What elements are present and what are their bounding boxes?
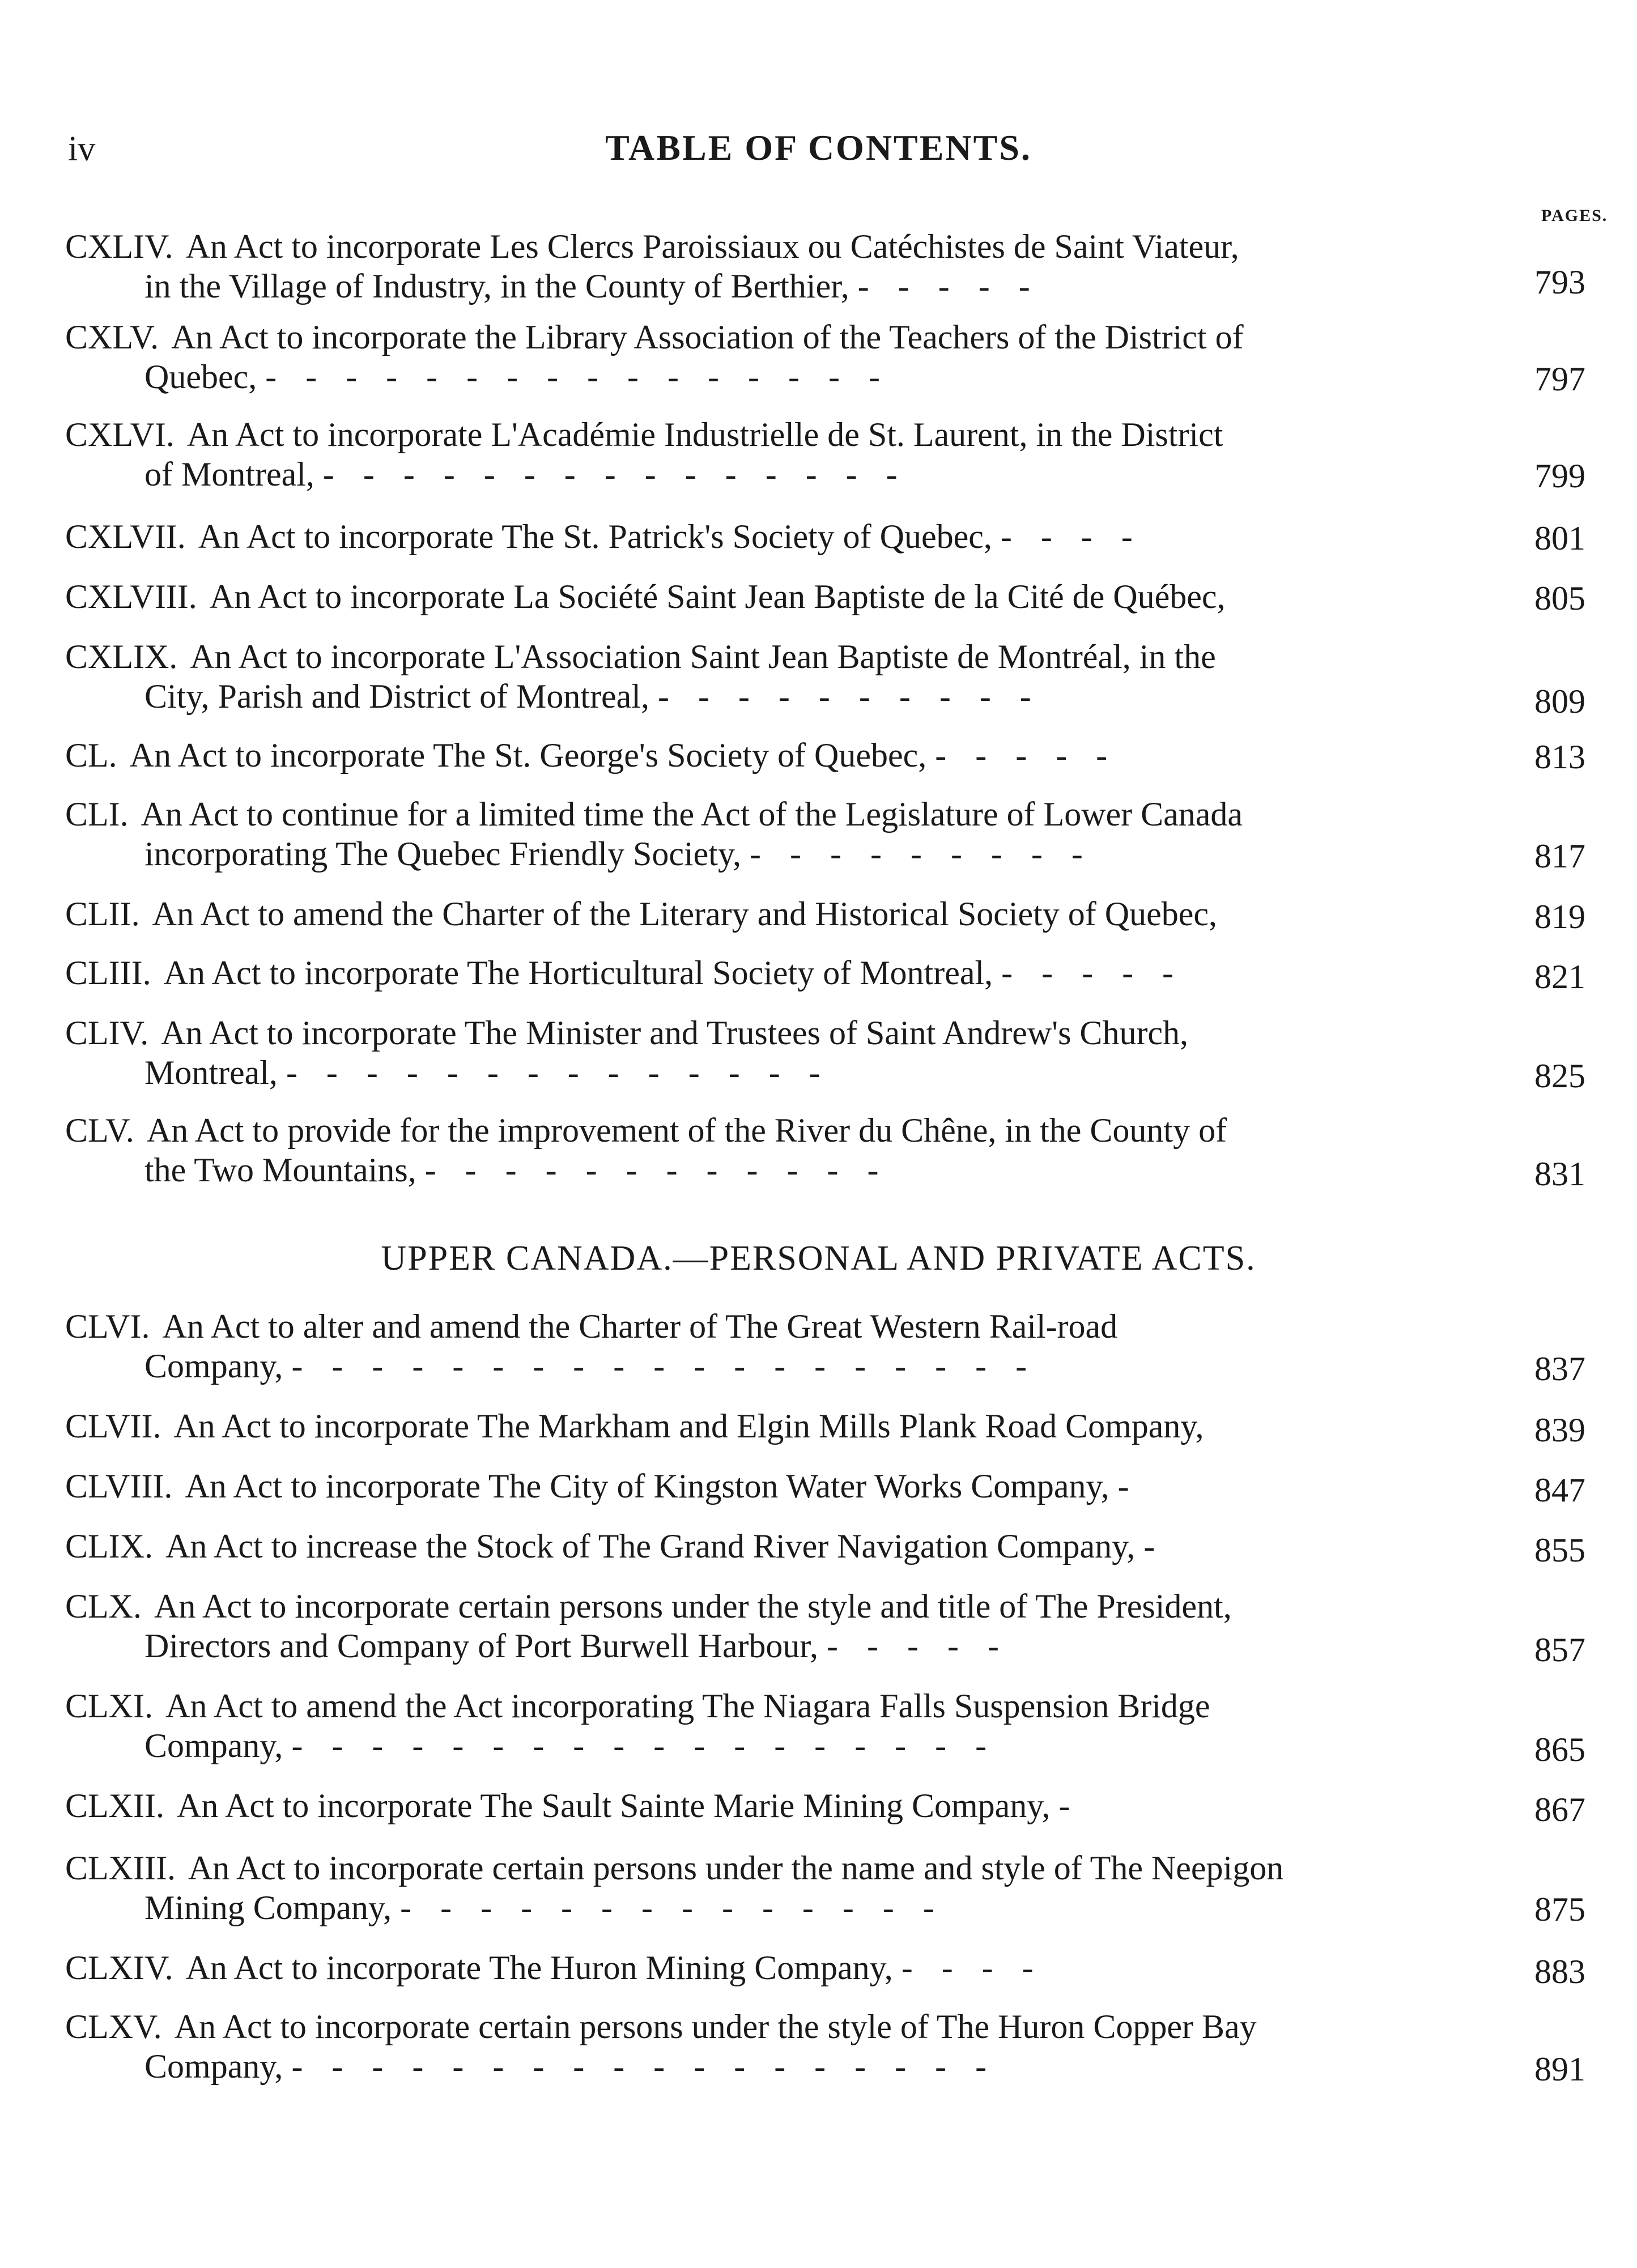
page-number: 855	[1534, 1531, 1585, 1569]
entry-number: CL.	[65, 737, 117, 774]
entry-number: CLVII.	[65, 1407, 161, 1445]
entry-continuation: Montreal,	[144, 1054, 278, 1091]
entry-continuation: the Two Mountains,	[144, 1151, 416, 1189]
toc-entry: CXLV. An Act to incorporate the Library Association of the Teachers of the District of Quebec, - - - - - - - - - - - - - - - -	[65, 318, 1244, 395]
entry-number: CLVI.	[65, 1308, 150, 1345]
toc-entry: CLXV. An Act to incorporate certain persons under the style of The Huron Copper Bay Company, - - - - - - - - - - - - - - - - - -	[65, 2008, 1257, 2085]
page-number: 847	[1534, 1471, 1585, 1509]
entry-title: An Act to amend the Act incorporating The Niagara Falls Suspension Bridge	[165, 1687, 1210, 1725]
toc-entry: CLV. An Act to provide for the improvement of the River du Chêne, in the County of the Two Mountains, - - - - - - - - - - - -	[65, 1112, 1227, 1189]
toc-entry: CLXII. An Act to incorporate The Sault Sainte Marie Mining Company, -	[65, 1787, 1081, 1824]
toc-entry	[65, 894, 1584, 934]
toc-entry: CLI. An Act to continue for a limited time the Act of the Legislature of Lower Canada incorporating The Quebec Friendly Society, - - - - - - - - -	[65, 795, 1243, 873]
entry-number: CLXV.	[65, 2008, 162, 2045]
toc-entry: CLXIII. An Act to incorporate certain persons under the name and style of The Neepigon Mining Company, - - - - - - - - - - - - - -	[65, 1849, 1284, 1926]
toc-entry: CLVI. An Act to alter and amend the Charter of The Great Western Rail-road Company, - - - - - - - - - - - - - - - - - - -	[65, 1308, 1118, 1385]
toc-entry: CXLIX. An Act to incorporate L'Association Saint Jean Baptiste de Montréal, in the City, Parish and District of Montreal, - - - - - - - - - -	[65, 638, 1216, 715]
toc-entry: CXLIV. An Act to incorporate Les Clercs Paroissiaux ou Catéchistes de Saint Viateur, in the Village of Industry, in the County of Berthier, - - - - -	[65, 228, 1239, 305]
entry-title: An Act to incorporate Les Clercs Paroissiaux ou Catéchistes de Saint Viateur,	[185, 228, 1239, 265]
page-number: 817	[1534, 837, 1585, 875]
page-number: 891	[1534, 2050, 1585, 2088]
entry-continuation: City, Parish and District of Montreal,	[144, 678, 649, 715]
entry-title: An Act to incorporate The St. Patrick's Society of Quebec,	[198, 518, 992, 555]
page-number: 801	[1534, 520, 1585, 557]
entry-number: CXLV.	[65, 318, 159, 356]
entry-title: An Act to incorporate The Horticultural Society of Montreal,	[163, 954, 993, 992]
toc-entry: CLXIV. An Act to incorporate The Huron Mining Company, - - - -	[65, 1949, 1044, 1986]
page-number: 865	[1534, 1731, 1585, 1768]
toc-entry: CLXI. An Act to amend the Act incorporating The Niagara Falls Suspension Bridge Company, - - - - - - - - - - - - - - - - - -	[65, 1687, 1210, 1764]
entry-title: An Act to incorporate La Société Saint Jean Baptiste de la Cité de Québec,	[209, 578, 1226, 615]
entry-title: An Act to incorporate The City of Kingston Water Works Company,	[185, 1467, 1109, 1505]
page-number: 799	[1534, 457, 1585, 495]
entry-title: An Act to incorporate The Huron Mining Company,	[185, 1949, 893, 1986]
entry-number: CLIX.	[65, 1527, 153, 1565]
entry-title: An Act to increase the Stock of The Grand River Navigation Company,	[165, 1527, 1136, 1565]
entry-title: An Act to incorporate The St. George's Society of Quebec,	[129, 737, 927, 774]
entry-title: An Act to incorporate The Markham and Elgin Mills Plank Road Company,	[173, 1407, 1204, 1445]
entry-title: An Act to incorporate certain persons under the style and title of The President,	[154, 1588, 1232, 1625]
page-number: 809	[1534, 683, 1585, 720]
entry-continuation: Company,	[144, 1727, 283, 1764]
entry-continuation: Mining Company,	[144, 1889, 392, 1926]
page-number: 831	[1534, 1155, 1585, 1193]
entry-number: CXLVI.	[65, 416, 175, 453]
entry-continuation: Directors and Company of Port Burwell Harbour,	[144, 1627, 819, 1665]
pages-column-label: PAGES.	[1541, 206, 1608, 225]
page-number: 839	[1534, 1411, 1585, 1449]
page-title: TABLE OF CONTENTS.	[605, 127, 1032, 168]
section-heading: UPPER CANADA.—PERSONAL AND PRIVATE ACTS.	[381, 1239, 1256, 1278]
entry-continuation: Company,	[144, 2048, 283, 2085]
entry-number: CXLIX.	[65, 638, 178, 675]
entry-number: CLIV.	[65, 1014, 149, 1052]
toc-entry: CLX. An Act to incorporate certain persons under the style and title of The President, Directors and Company of Port Burwell Harbour, - - - - -	[65, 1588, 1232, 1665]
entry-number: CXLIV.	[65, 228, 173, 265]
entry-continuation: Company,	[144, 1347, 283, 1385]
entry-continuation: Quebec,	[144, 358, 257, 395]
entry-number: CLXI.	[65, 1687, 153, 1725]
entry-title: An Act to incorporate certain persons under the style of The Huron Copper Bay	[174, 2008, 1257, 2045]
page-number: 857	[1534, 1631, 1585, 1669]
toc-entry	[65, 577, 1584, 616]
entry-title: An Act to provide for the improvement of the River du Chêne, in the County of	[146, 1112, 1227, 1149]
entry-title: An Act to amend the Charter of the Literary and Historical Society of Quebec,	[152, 895, 1218, 933]
entry-number: CLIII.	[65, 954, 151, 992]
entry-number: CXLVII.	[65, 518, 186, 555]
entry-number: CLII.	[65, 895, 140, 933]
entry-continuation: of Montreal,	[144, 456, 314, 493]
toc-entry: CL. An Act to incorporate The St. George's Society of Quebec, - - - - -	[65, 737, 1118, 774]
entry-number: CLX.	[65, 1588, 142, 1625]
page-number: 825	[1534, 1057, 1585, 1095]
entry-title: An Act to alter and amend the Charter of The Great Western Rail-road	[162, 1308, 1118, 1345]
folio-number: iv	[68, 130, 96, 168]
page-number: 883	[1534, 1953, 1585, 1990]
entry-title: An Act to incorporate L'Académie Industrielle de St. Laurent, in the District	[186, 416, 1223, 453]
page-number: 793	[1534, 263, 1585, 301]
toc-entry: CLIX. An Act to increase the Stock of The Grand River Navigation Company, -	[65, 1527, 1166, 1565]
entry-title: An Act to incorporate L'Association Saint Jean Baptiste de Montréal, in the	[190, 638, 1216, 675]
entry-number: CLV.	[65, 1112, 134, 1149]
page-number: 821	[1534, 958, 1585, 995]
page-number: 819	[1534, 898, 1585, 935]
toc-entry: CLIII. An Act to incorporate The Horticultural Society of Montreal, - - - - -	[65, 954, 1184, 992]
entry-number: CLXIV.	[65, 1949, 173, 1986]
entry-number: CLVIII.	[65, 1467, 173, 1505]
entry-number: CLXIII.	[65, 1849, 176, 1887]
toc-entry: CXLVII. An Act to incorporate The St. Patrick's Society of Quebec, - - - -	[65, 518, 1143, 555]
toc-entry: CLVIII. An Act to incorporate The City of Kingston Water Works Company, -	[65, 1467, 1139, 1505]
entry-number: CXLVIII.	[65, 578, 197, 615]
toc-entry: CLIV. An Act to incorporate The Minister and Trustees of Saint Andrew's Church, Montreal, - - - - - - - - - - - - - -	[65, 1014, 1189, 1091]
page-number: 875	[1534, 1891, 1585, 1928]
entry-title: An Act to incorporate the Library Association of the Teachers of the District of	[171, 318, 1244, 356]
toc-entry: CXLVI. An Act to incorporate L'Académie Industrielle de St. Laurent, in the District of Montreal, - - - - - - - - - - - - - - -	[65, 416, 1223, 493]
page-number: 813	[1534, 738, 1585, 776]
entry-continuation: incorporating The Quebec Friendly Society,	[144, 835, 742, 873]
page-number: 837	[1534, 1350, 1585, 1388]
page-number: 805	[1534, 580, 1585, 617]
entry-number: CLXII.	[65, 1787, 164, 1824]
entry-title: An Act to incorporate certain persons under the name and style of The Neepigon	[188, 1849, 1284, 1887]
page-number: 797	[1534, 360, 1585, 398]
entry-continuation: in the Village of Industry, in the County of Berthier,	[144, 267, 849, 305]
entry-title: An Act to incorporate The Minister and Trustees of Saint Andrew's Church,	[161, 1014, 1189, 1052]
toc-entry	[65, 1406, 1584, 1446]
entry-title: An Act to incorporate The Sault Sainte Marie Mining Company,	[176, 1787, 1051, 1824]
entry-title: An Act to continue for a limited time the Act of the Legislature of Lower Canada	[141, 795, 1243, 833]
entry-number: CLI.	[65, 795, 129, 833]
page-number: 867	[1534, 1791, 1585, 1828]
